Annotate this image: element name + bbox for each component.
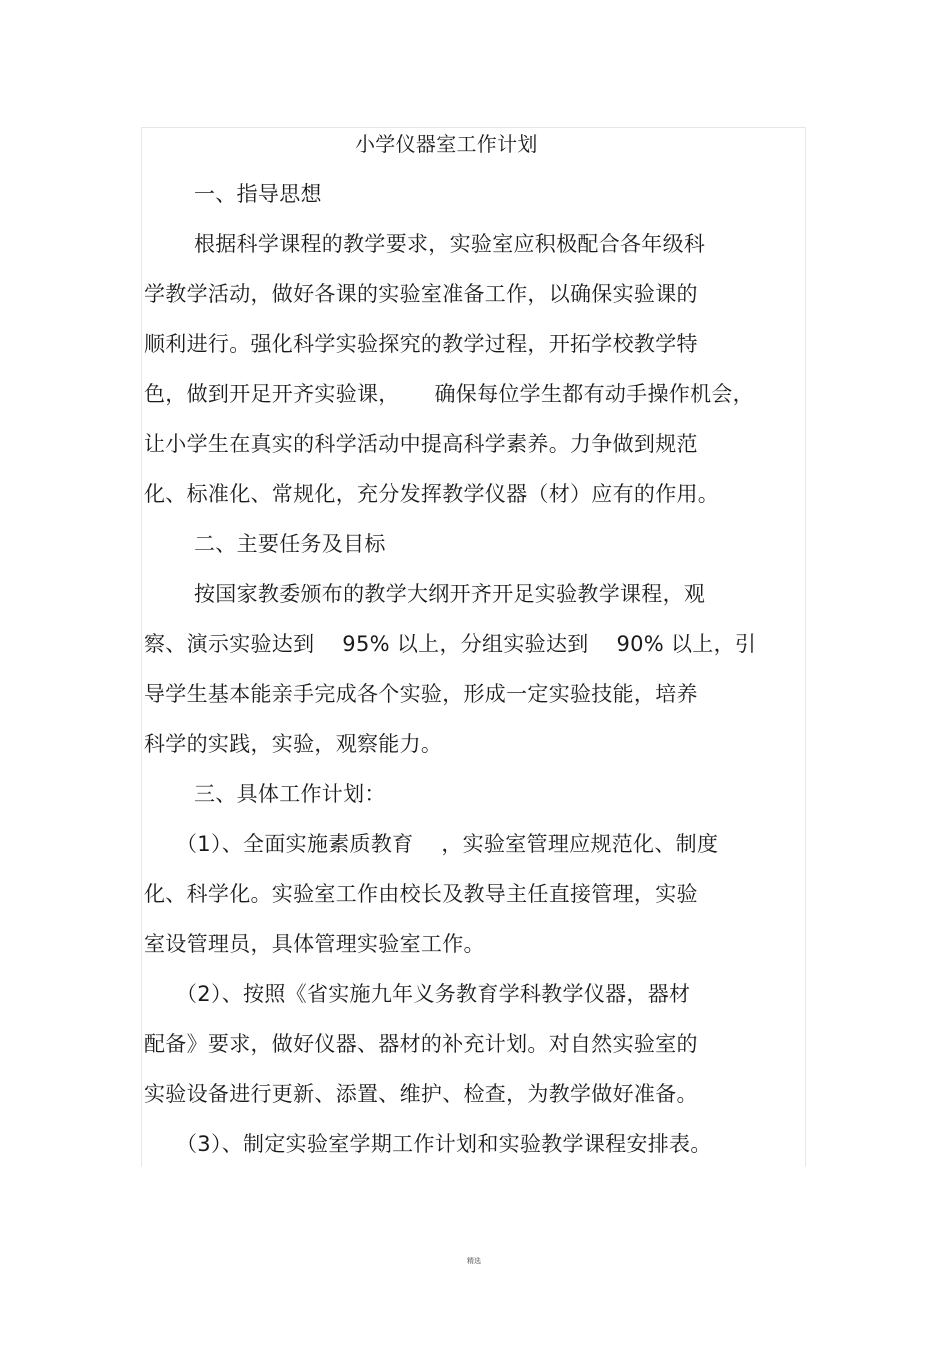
list-item-line: （2）、按照《省实施九年义务教育学科教学仪器，器材 [176, 982, 691, 1006]
paragraph-line: 室设管理员，具体管理实验室工作。 [144, 932, 485, 956]
paragraph-line: 导学生基本能亲手完成各个实验，形成一定实验技能，培养 [144, 682, 698, 706]
document-title: 小学仪器室工作计划 [355, 132, 538, 156]
paragraph-line: 让小学生在真实的科学活动中提高科学素养。力争做到规范 [144, 432, 698, 456]
paragraph-line: 配备》要求，做好仪器、器材的补充计划。对自然实验室的 [144, 1032, 698, 1056]
section-heading-3: 三、具体工作计划： [194, 782, 386, 806]
paragraph-line: 按国家教委颁布的教学大纲开齐开足实验教学课程，观 [194, 582, 706, 606]
paragraph-line: 色，做到开足开齐实验课， 确保每位学生都有动手操作机会， [144, 382, 754, 406]
section-heading-2: 二、主要任务及目标 [194, 532, 386, 556]
paragraph-line: 学教学活动，做好各课的实验室准备工作，以确保实验课的 [144, 282, 698, 306]
list-item-line: （1）、全面实施素质教育 ，实验室管理应规范化、制度 [176, 832, 719, 856]
paragraph-line: 察、演示实验达到 95% 以上，分组实验达到 90% 以上，引 [144, 632, 757, 656]
paragraph-line: 根据科学课程的教学要求，实验室应积极配合各年级科 [194, 232, 706, 256]
list-item-line: （3）、制定实验室学期工作计划和实验教学课程安排表。 [176, 1132, 712, 1156]
section-heading-1: 一、指导思想 [194, 182, 322, 206]
paragraph-line: 实验设备进行更新、添置、维护、检查，为教学做好准备。 [144, 1082, 698, 1106]
paragraph-line: 科学的实践，实验，观察能力。 [144, 732, 443, 756]
paragraph-line: 化、科学化。实验室工作由校长及教导主任直接管理，实验 [144, 882, 698, 906]
paragraph-line: 顺利进行。强化科学实验探究的教学过程，开拓学校教学特 [144, 332, 698, 356]
page-footer: 精选 [467, 1257, 481, 1265]
paragraph-line: 化、标准化、常规化，充分发挥教学仪器（材）应有的作用。 [144, 482, 720, 506]
